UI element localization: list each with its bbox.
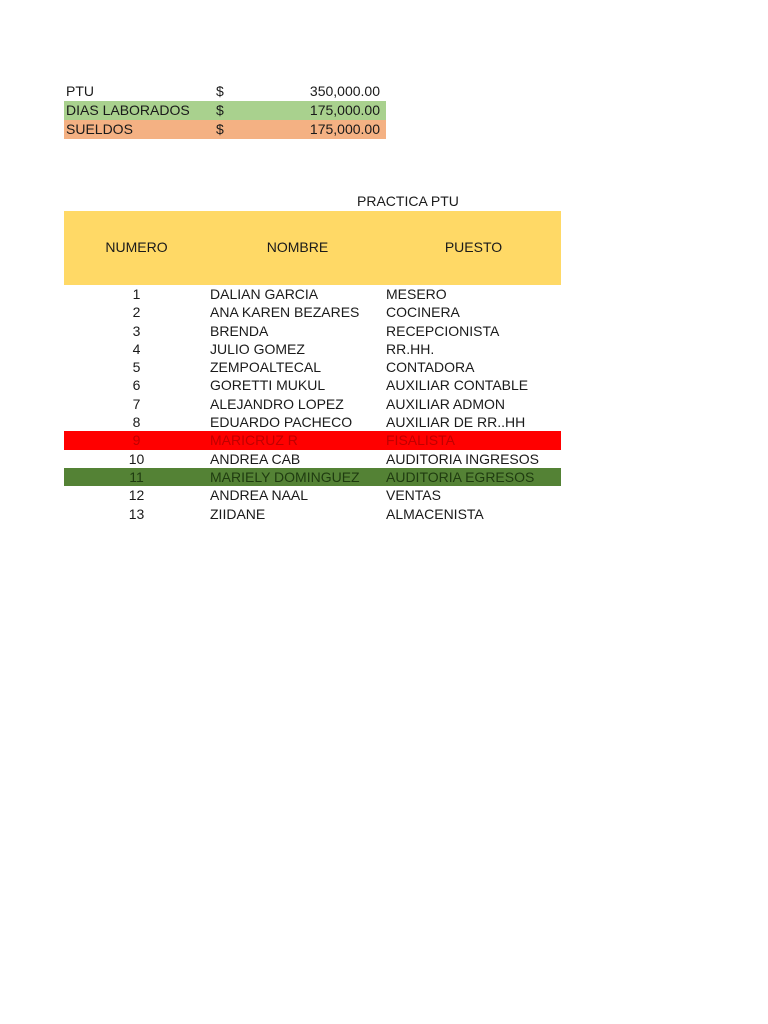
cell-numero: 12	[128, 487, 145, 504]
cell-numero: 11	[129, 468, 144, 485]
table-row	[64, 413, 561, 431]
table-row-highlighted-red	[64, 431, 561, 449]
currency-symbol: $	[216, 121, 224, 137]
cell-nombre: MARIELY DOMINGUEZ	[210, 468, 360, 485]
cell-nombre: BRENDA	[210, 322, 269, 339]
cell-nombre: ANA KAREN BEZARES	[210, 304, 360, 321]
summary-amount: 350,000.00	[309, 83, 380, 99]
cell-puesto: AUXILIAR DE RR..HH	[386, 414, 526, 431]
cell-puesto: AUDITORIA EGRESOS	[386, 468, 535, 485]
cell-numero: 6	[132, 377, 141, 394]
cell-puesto: CONTADORA	[386, 359, 475, 376]
cell-numero: 5	[132, 359, 141, 376]
cell-puesto: FISALISTA	[386, 432, 455, 449]
header-nombre: NOMBRE	[266, 239, 329, 255]
cell-numero: 4	[132, 340, 141, 357]
cell-nombre: DALIAN GARCIA	[210, 286, 319, 302]
summary-row-dias-laborados	[64, 101, 386, 120]
summary-label: PTU	[66, 83, 94, 99]
cell-puesto: RECEPCIONISTA	[386, 322, 500, 339]
cell-numero: 7	[132, 395, 141, 412]
cell-nombre: ZIIDANE	[210, 505, 266, 522]
cell-puesto: ALMACENISTA	[386, 505, 484, 522]
header-puesto: PUESTO	[444, 239, 503, 255]
table-row	[64, 285, 561, 303]
summary-row-sueldos	[64, 120, 386, 139]
summary-amount: 175,000.00	[309, 102, 380, 118]
cell-numero: 8	[132, 414, 141, 431]
cell-numero: 3	[132, 322, 141, 339]
cell-numero: 1	[132, 286, 141, 302]
cell-puesto: VENTAS	[386, 487, 441, 504]
summary-amount: 175,000.00	[309, 121, 380, 137]
currency-symbol: $	[216, 83, 224, 99]
cell-numero: 10	[128, 450, 145, 467]
cell-nombre: ZEMPOALTECAL	[210, 359, 321, 376]
summary-label: DIAS LABORADOS	[66, 102, 190, 118]
summary-label: SUELDOS	[66, 121, 133, 137]
currency-symbol: $	[216, 102, 224, 118]
table-row	[64, 486, 561, 504]
table-row	[64, 303, 561, 321]
cell-nombre: MARICRUZ R	[210, 432, 298, 449]
cell-puesto: AUDITORIA INGRESOS	[386, 450, 539, 467]
table-row	[64, 505, 561, 523]
cell-nombre: GORETTI MUKUL	[210, 377, 326, 394]
cell-numero: 13	[128, 505, 145, 522]
cell-nombre: EDUARDO PACHECO	[210, 414, 353, 431]
table-row	[64, 395, 561, 413]
cell-nombre: ALEJANDRO LOPEZ	[210, 395, 344, 412]
cell-numero: 9	[132, 432, 141, 449]
table-row	[64, 340, 561, 358]
summary-row-ptu	[64, 82, 386, 101]
cell-nombre: JULIO GOMEZ	[210, 340, 305, 357]
practice-title: PRACTICA PTU	[357, 193, 459, 209]
cell-numero: 2	[132, 304, 141, 321]
table-header	[64, 211, 561, 285]
table-row	[64, 322, 561, 340]
table-row	[64, 358, 561, 376]
ptu-summary	[64, 82, 386, 139]
cell-puesto: COCINERA	[386, 304, 460, 321]
cell-puesto: AUXILIAR ADMON	[386, 395, 506, 412]
table-row-highlighted-green	[64, 468, 561, 486]
header-numero: NUMERO	[105, 239, 168, 255]
cell-puesto: RR.HH.	[386, 340, 435, 357]
cell-puesto: MESERO	[386, 286, 447, 302]
employee-table	[64, 211, 561, 523]
table-row	[64, 450, 561, 468]
cell-nombre: ANDREA CAB	[210, 450, 301, 467]
table-row	[64, 376, 561, 394]
cell-nombre: ANDREA NAAL	[210, 487, 309, 504]
cell-puesto: AUXILIAR CONTABLE	[386, 377, 529, 394]
